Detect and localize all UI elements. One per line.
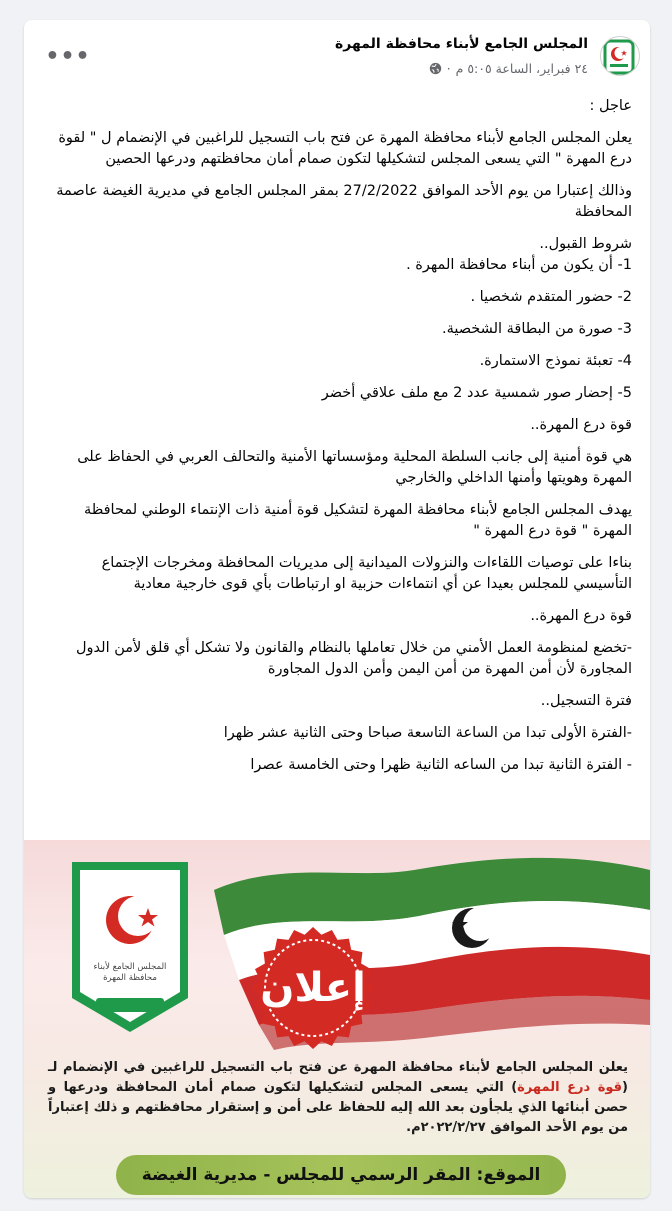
post-paragraph: - الفترة الثانية تبدا من الساعه الثانية ظهرا وحتى الخامسة عصرا: [250, 757, 632, 773]
post-paragraph: -تخضع لمنظومة العمل الأمني من خلال تعاملها بالنظام والقانون ولا تشكل أي قلق لأمن الدول المجاورة لأن أمن المهرة من أمن اليمن وأمن الدول المجاورة: [76, 640, 632, 677]
post-timestamp[interactable]: ٢٤ فبراير، الساعة ٥:٠٥ م: [455, 61, 588, 76]
post-paragraph: -الفترة الأولى تبدا من الساعة التاسعة صباحا وحتى الثانية عشر ظهرا: [223, 725, 632, 741]
post-meta: [429, 61, 588, 76]
post-paragraph: قوة درع المهرة..: [530, 608, 632, 624]
banner-announcement-text: [48, 1058, 628, 1138]
post-author-name[interactable]: المجلس الجامع لأبناء محافظة المهرة: [335, 36, 588, 52]
post-paragraph: يعلن المجلس الجامع لأبناء محافظة المهرة عن فتح باب التسجيل للراغبين في الإنضمام ل " لقوة درع المهرة " التي يسعى المجلس لتشكيلها لتكون صمام أمان محافظتهم ودرعها الحصين: [58, 130, 632, 167]
globe-icon[interactable]: [429, 62, 442, 75]
announcement-image[interactable]: [24, 840, 650, 1198]
post-paragraph: فترة التسجيل..: [540, 693, 632, 709]
condition-item: 5- إحضار صور شمسية عدد 2 مع ملف علاقي أخضر: [321, 385, 632, 401]
council-shield-logo: [62, 858, 198, 1036]
council-logo-icon: [600, 37, 639, 76]
post-paragraph: بناءا على توصيات اللقاءات والنزولات الميدانية إلى مديريات المحافظة ومخرجات الإجتماع التأسيسي للمجلس بعيدا عن أي انتماءات حزبية او ارتباطات بأي قوى خارجية معادية: [101, 555, 632, 592]
banner-text-part: ) التي يسعى المجلس لتشكيلها لتكون صمام أمان المحافظة ودرعها و حصن أبنائها الذي يلجأون بعد الله إليه للحفاظ على أمن و إستقرار محافظتهم و ذلك إعتباراً من يوم الأحد الموافق ٢٠٢٢/٢/٢٧م.: [48, 1080, 628, 1135]
condition-item: 4- تعبئة نموذج الاستمارة.: [479, 353, 632, 369]
shield-logo-text: المجلس الجامع لأبناء محافظة المهرة: [93, 962, 167, 983]
post-header: [24, 20, 650, 96]
condition-item: 3- صورة من البطاقة الشخصية.: [441, 321, 632, 337]
post-paragraph: يهدف المجلس الجامع لأبناء محافظة المهرة لتشكيل قوة أمنية ذات الإنتماء الوطني لمحافظة المهرة " قوة درع المهرة ": [83, 502, 632, 539]
condition-item: 1- أن يكون من أبناء محافظة المهرة .: [406, 257, 632, 273]
page-avatar[interactable]: [600, 36, 640, 76]
post-body: [24, 96, 650, 776]
post-card: [24, 20, 650, 1198]
meta-separator: ·: [446, 61, 451, 76]
location-label: الموقع: المقر الرسمي للمجلس - مديرية الغيضة: [141, 1165, 541, 1185]
more-options-icon[interactable]: •••: [45, 43, 91, 69]
condition-item: 2- حضور المتقدم شخصيا .: [470, 289, 632, 305]
post-paragraph: قوة درع المهرة..: [530, 417, 632, 433]
announcement-badge-label: إعلان: [260, 965, 366, 1011]
location-strip: [116, 1155, 566, 1195]
post-paragraph: هي قوة أمنية إلى جانب السلطة المحلية ومؤسساتها الأمنية والتحالف العربي في الحفاظ على المهرة وهويتها وأمنها الداخلي والخارجي: [77, 449, 632, 486]
banner-text-part: يعلن المجلس الجامع لأبناء محافظة المهرة عن فتح باب التسجيل للراغبين في الإنضمام لـ (: [48, 1060, 628, 1095]
post-paragraph: عاجل :: [589, 98, 632, 114]
banner-text-highlight: قوة درع المهرة: [517, 1080, 623, 1095]
post-paragraph: وذالك إعتبارا من يوم الأحد الموافق 27/2/2022 بمقر المجلس الجامع في مديرية الغيضة عاصمة المحافظة: [56, 183, 632, 220]
post-heading-conditions: شروط القبول..: [539, 236, 632, 252]
